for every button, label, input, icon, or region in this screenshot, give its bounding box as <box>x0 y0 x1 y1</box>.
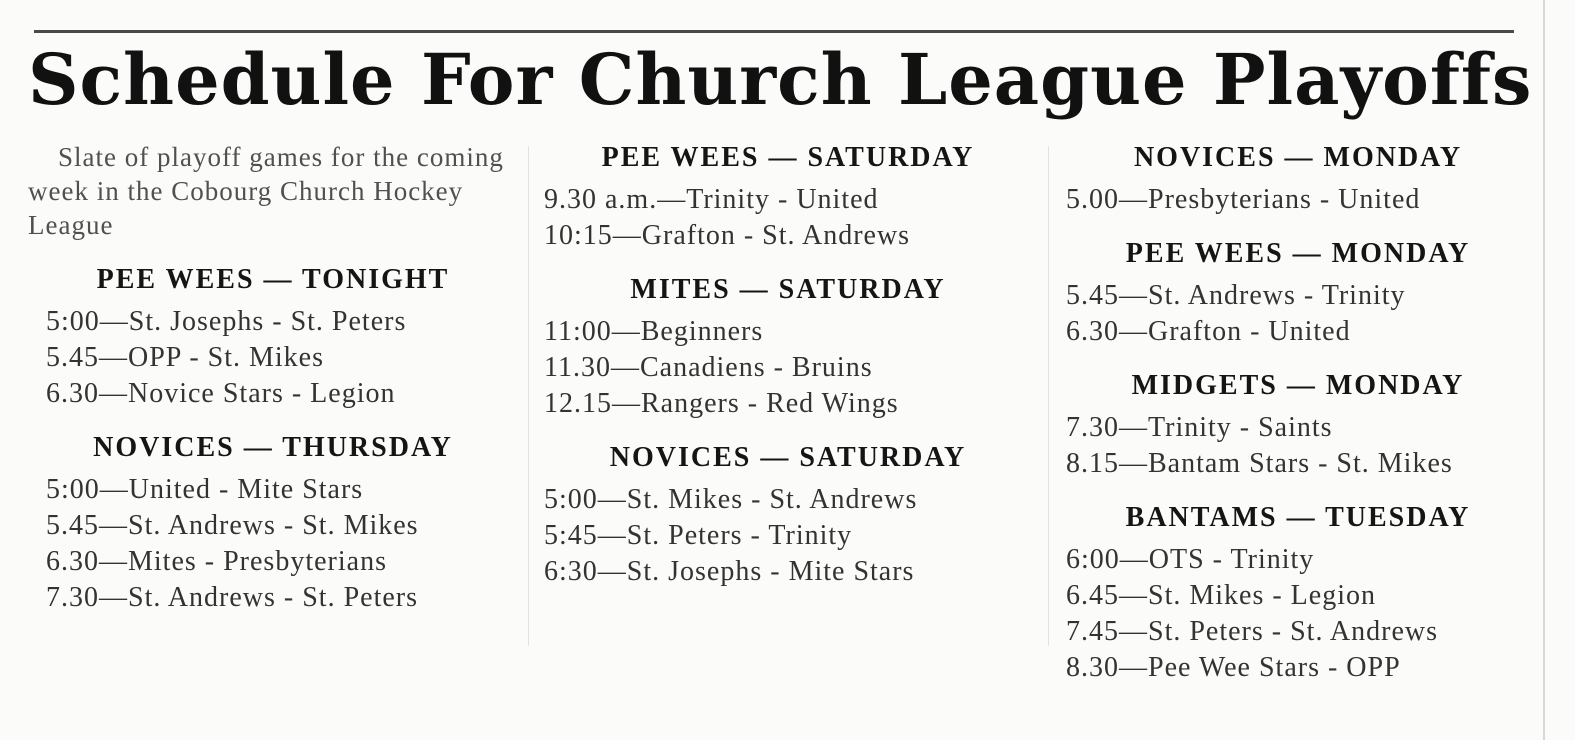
section-heading: MITES — SATURDAY <box>630 274 946 305</box>
section-heading: NOVICES — SATURDAY <box>609 442 967 473</box>
schedule-section <box>538 440 1038 590</box>
game-entry: 5:00—United - Mite Stars <box>46 474 364 505</box>
section-heading: NOVICES — MONDAY <box>1133 142 1463 173</box>
top-rule <box>34 30 1514 33</box>
section-heading: PEE WEES — SATURDAY <box>601 142 975 173</box>
game-entry: 6.30—Novice Stars - Legion <box>46 378 396 409</box>
game-list <box>1058 542 1538 686</box>
game-list <box>538 182 1038 254</box>
page-edge <box>1543 0 1545 740</box>
game-entry: 11:00—Beginners <box>544 316 764 347</box>
game-entry: 5.00—Presbyterians - United <box>1066 184 1421 215</box>
game-list <box>28 304 518 412</box>
game-entry: 10:15—Grafton - St. Andrews <box>544 220 911 251</box>
game-entry: 6.30—Mites - Presbyterians <box>46 546 387 577</box>
game-entry: 6.45—St. Mikes - Legion <box>1066 580 1376 611</box>
section-heading: BANTAMS — TUESDAY <box>1125 502 1471 533</box>
game-entry: 11.30—Canadiens - Bruins <box>544 352 873 383</box>
game-entry: 6.30—Grafton - United <box>1066 316 1351 347</box>
game-list <box>538 314 1038 422</box>
game-list <box>28 472 518 616</box>
game-entry: 6:00—OTS - Trinity <box>1066 544 1315 575</box>
headline: Schedule For Church League Playoffs <box>28 38 1533 121</box>
game-entry: 5.45—St. Andrews - St. Mikes <box>46 510 419 541</box>
game-entry: 5:45—St. Peters - Trinity <box>544 520 853 551</box>
schedule-section <box>1058 368 1538 482</box>
column-2-sections <box>538 140 1038 590</box>
section-heading: MIDGETS — MONDAY <box>1131 370 1465 401</box>
column-3-sections <box>1058 140 1538 686</box>
game-entry: 5:00—St. Josephs - St. Peters <box>46 306 407 337</box>
schedule-section <box>538 272 1038 422</box>
game-list <box>538 482 1038 590</box>
game-entry: 12.15—Rangers - Red Wings <box>544 388 899 419</box>
section-heading: NOVICES — THURSDAY <box>93 432 453 463</box>
schedule-section <box>28 430 518 616</box>
game-list <box>1058 410 1538 482</box>
schedule-section <box>1058 500 1538 686</box>
section-heading: PEE WEES — MONDAY <box>1125 238 1471 269</box>
column-3 <box>1058 140 1538 704</box>
game-entry: 9.30 a.m.—Trinity - United <box>544 184 879 215</box>
column-divider <box>528 146 529 646</box>
intro-text: Slate of playoff games for the coming week in the Cobourg Church Hockey League <box>28 142 504 240</box>
section-heading: PEE WEES — TONIGHT <box>96 264 450 295</box>
column-divider <box>1048 146 1049 646</box>
game-entry: 7.30—St. Andrews - St. Peters <box>46 582 418 613</box>
schedule-section <box>538 140 1038 254</box>
column-1-sections <box>28 262 518 616</box>
game-entry: 7.45—St. Peters - St. Andrews <box>1066 616 1438 647</box>
game-entry: 8.15—Bantam Stars - St. Mikes <box>1066 448 1453 479</box>
game-entry: 7.30—Trinity - Saints <box>1066 412 1333 443</box>
game-entry: 5:00—St. Mikes - St. Andrews <box>544 484 918 515</box>
game-list <box>1058 278 1538 350</box>
game-entry: 8.30—Pee Wee Stars - OPP <box>1066 652 1401 683</box>
schedule-section <box>1058 236 1538 350</box>
game-entry: 6:30—St. Josephs - Mite Stars <box>544 556 915 587</box>
schedule-section <box>1058 140 1538 218</box>
column-2 <box>538 140 1038 608</box>
game-entry: 5.45—OPP - St. Mikes <box>46 342 325 373</box>
game-entry: 5.45—St. Andrews - Trinity <box>1066 280 1406 311</box>
game-list <box>1058 182 1538 218</box>
column-1 <box>28 140 518 634</box>
schedule-section <box>28 262 518 412</box>
